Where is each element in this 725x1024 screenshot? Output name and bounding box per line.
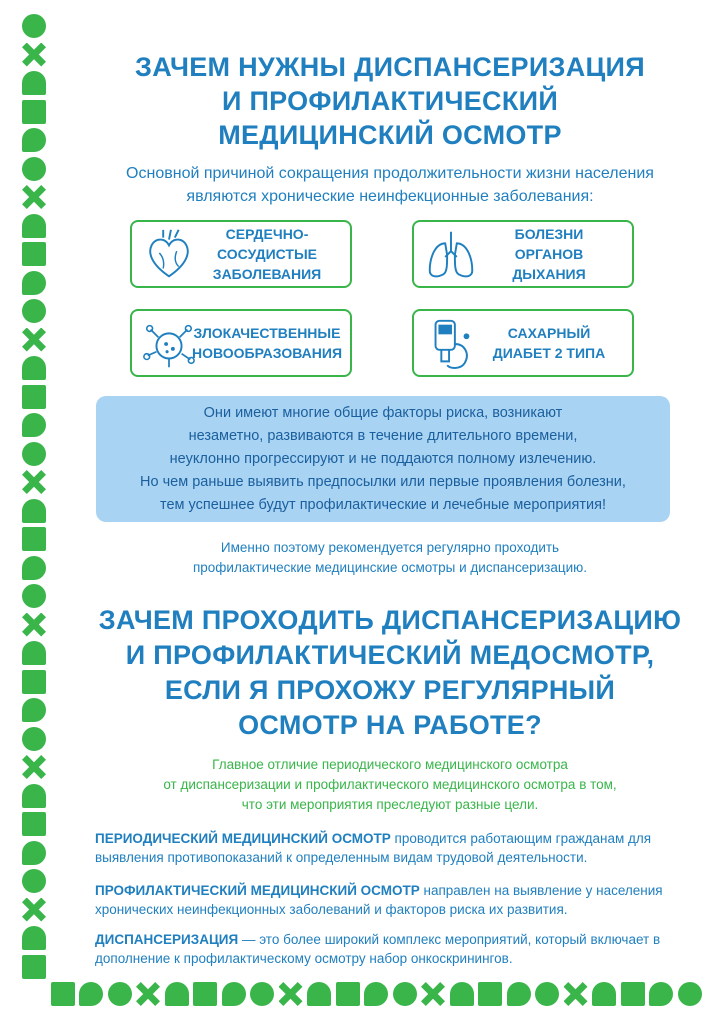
border-circle-shape	[22, 157, 46, 181]
border-cross-shape	[22, 43, 46, 67]
border-drop-shape	[649, 982, 673, 1006]
border-cross-shape	[22, 470, 46, 494]
glucometer-icon	[422, 315, 480, 373]
border-circle-shape	[22, 299, 46, 323]
border-arch-shape	[450, 982, 474, 1006]
border-drop-shape	[22, 271, 46, 295]
main-title-line-3: МЕДИЦИНСКИЙ ОСМОТР	[218, 120, 562, 150]
border-cross-shape	[136, 982, 160, 1006]
border-arch-shape	[307, 982, 331, 1006]
border-arch-shape	[22, 926, 46, 950]
border-circle-shape	[22, 14, 46, 38]
main-title-line-2: И ПРОФИЛАКТИЧЕСКИЙ	[221, 86, 559, 116]
second-title-line-3: ЕСЛИ Я ПРОХОЖУ РЕГУЛЯРНЫЙ	[164, 675, 616, 705]
border-square-shape	[478, 982, 502, 1006]
border-arch-shape	[22, 356, 46, 380]
border-drop-shape	[22, 841, 46, 865]
difference-text: Главное отличие периодического медицинского осмотра от диспансеризации и профилактического медицинского осмотра в том, что эти мероприятия преследуют разные цели.	[163, 757, 617, 812]
border-square-shape	[22, 385, 46, 409]
border-cross-shape	[421, 982, 445, 1006]
border-circle-shape	[535, 982, 559, 1006]
definition-term: ПРОФИЛАКТИЧЕСКИЙ МЕДИЦИНСКИЙ ОСМОТР	[95, 883, 420, 898]
border-circle-shape	[108, 982, 132, 1006]
border-cross-shape	[22, 898, 46, 922]
card-label: СЕРДЕЧНО- СОСУДИСТЫЕ ЗАБОЛЕВАНИЯ	[212, 226, 322, 282]
border-arch-shape	[22, 214, 46, 238]
definition-term: ПЕРИОДИЧЕСКИЙ МЕДИЦИНСКИЙ ОСМОТР	[95, 831, 391, 846]
card-cardiovascular	[130, 220, 352, 288]
border-circle-shape	[250, 982, 274, 1006]
definition-dispensary	[95, 930, 705, 968]
definition-preventive	[95, 881, 705, 919]
definition-text: проводится работающим гражданам для выявления противопоказаний к определенным видам трудовой деятельности.	[95, 831, 652, 865]
border-arch-shape	[165, 982, 189, 1006]
definition-text: направлен на выявление у населения хронических неинфекционных заболеваний и факторов риска их развития.	[95, 883, 663, 917]
bottom-decorative-border	[22, 982, 712, 1012]
border-drop-shape	[507, 982, 531, 1006]
border-drop-shape	[22, 556, 46, 580]
main-title-line-1: ЗАЧЕМ НУЖНЫ ДИСПАНСЕРИЗАЦИЯ	[135, 52, 645, 82]
border-circle-shape	[678, 982, 702, 1006]
definition-text: — это более широкий комплекс мероприятий, который включает в дополнение к профилактическому осмотру набор онкоскринингов.	[95, 932, 661, 966]
border-circle-shape	[393, 982, 417, 1006]
border-square-shape	[22, 527, 46, 551]
second-title-line-1: ЗАЧЕМ ПРОХОДИТЬ ДИСПАНСЕРИЗАЦИЮ	[98, 605, 682, 635]
border-drop-shape	[22, 128, 46, 152]
definition-periodic	[95, 829, 705, 867]
heart-icon	[140, 226, 198, 284]
border-cross-shape	[22, 755, 46, 779]
border-arch-shape	[22, 641, 46, 665]
border-square-shape	[22, 100, 46, 124]
card-label: ЗЛОКАЧЕСТВЕННЫЕ НОВООБРАЗОВАНИЯ	[191, 325, 343, 361]
recommendation-text: Именно поэтому рекомендуется регулярно проходить профилактические медицинские осмотры и диспансеризацию.	[192, 540, 588, 575]
card-label: БОЛЕЗНИ ОРГАНОВ ДЫХАНИЯ	[512, 226, 586, 282]
border-square-shape	[193, 982, 217, 1006]
border-drop-shape	[79, 982, 103, 1006]
left-decorative-border	[22, 14, 52, 1014]
border-cross-shape	[279, 982, 303, 1006]
border-square-shape	[51, 982, 75, 1006]
risk-factors-text: Они имеют многие общие факторы риска, возникают незаметно, развиваются в течение длительного времени, неуклонно прогрессируют и не поддаются полному излечению. Но чем раньше выявить предпосылки или первые проявления болезни, тем успешнее будут профилактические и лечебные мероприятия!	[140, 404, 626, 513]
border-drop-shape	[222, 982, 246, 1006]
main-title	[60, 50, 720, 152]
border-drop-shape	[364, 982, 388, 1006]
cell-icon	[140, 315, 198, 373]
border-square-shape	[22, 812, 46, 836]
card-respiratory	[412, 220, 634, 288]
second-title-line-2: И ПРОФИЛАКТИЧЕСКИЙ МЕДОСМОТР,	[125, 640, 655, 670]
border-square-shape	[336, 982, 360, 1006]
border-square-shape	[22, 955, 46, 979]
second-title-line-4: ОСМОТР НА РАБОТЕ?	[238, 710, 542, 740]
border-circle-shape	[22, 442, 46, 466]
border-circle-shape	[22, 727, 46, 751]
intro-line-2: являются хронические неинфекционные заболевания:	[186, 188, 594, 205]
border-arch-shape	[592, 982, 616, 1006]
border-cross-shape	[22, 613, 46, 637]
border-arch-shape	[22, 71, 46, 95]
definition-term: ДИСПАНСЕРИЗАЦИЯ	[95, 932, 239, 947]
border-arch-shape	[22, 784, 46, 808]
border-drop-shape	[22, 698, 46, 722]
border-circle-shape	[22, 869, 46, 893]
second-title	[60, 603, 720, 743]
card-oncology	[130, 309, 352, 377]
border-arch-shape	[22, 499, 46, 523]
border-cross-shape	[564, 982, 588, 1006]
border-square-shape	[22, 670, 46, 694]
card-diabetes	[412, 309, 634, 377]
intro-text	[60, 162, 720, 208]
border-drop-shape	[22, 413, 46, 437]
border-square-shape	[22, 242, 46, 266]
border-cross-shape	[22, 185, 46, 209]
lungs-icon	[422, 226, 480, 284]
intro-line-1: Основной причиной сокращения продолжительности жизни населения	[126, 165, 654, 182]
border-circle-shape	[22, 584, 46, 608]
risk-factors-box	[96, 396, 670, 522]
border-square-shape	[621, 982, 645, 1006]
border-cross-shape	[22, 328, 46, 352]
card-label: САХАРНЫЙ ДИАБЕТ 2 ТИПА	[492, 325, 606, 361]
